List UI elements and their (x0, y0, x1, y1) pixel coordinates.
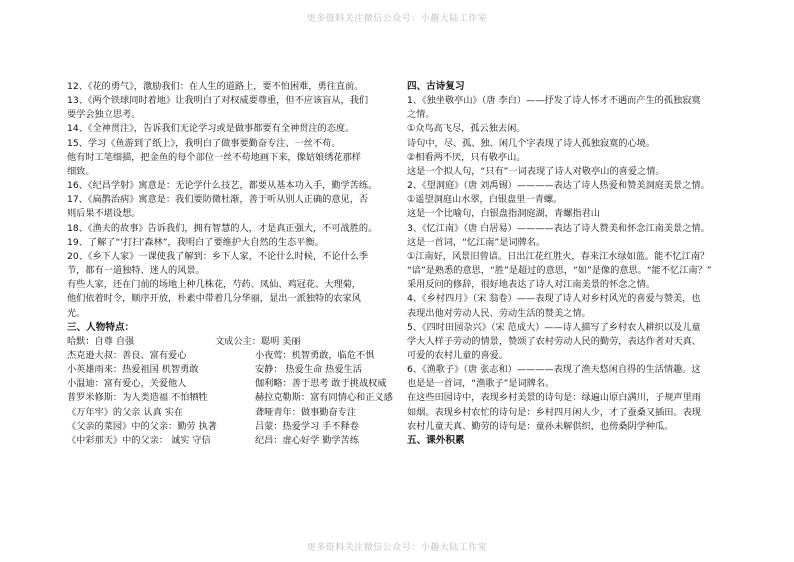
person-trait: 纪昌：虚心好学 勤学苦练 (255, 434, 359, 446)
text-line: 5、《四时田园杂兴》（宋 范成大）——诗人描写了乡村农人耕织以及儿童 (407, 321, 701, 333)
people-row (67, 335, 397, 349)
text-line: ②相看两不厌，只有敬亭山。 (407, 151, 526, 163)
person-trait: 杰克逊大叔：善良、富有爱心 (67, 349, 187, 361)
person-trait: 小夜莺：机智勇敢，临危不惧 (255, 349, 375, 361)
people-row (67, 349, 397, 363)
person-trait: 《中彩那天》中的父亲： 诚实 守信 (67, 434, 211, 446)
text-line: 14、《全神贯注》，告诉我们无论学习或是做事都要有全神贯注的态度。 (67, 123, 355, 135)
text-line: 表现出他对劳动人民、劳动生活的赞美之情。 (407, 307, 591, 319)
text-line: 则后果不堪设想。 (67, 208, 141, 220)
person-trait: 文成公主：聪明 美丽 (215, 335, 301, 347)
text-line: 13、《两个铁球同时着地》让我明白了对权威要尊重，但不应该盲从，我们 (67, 95, 369, 107)
text-line: “谙”是熟悉的意思，“胜”是超过的意思，“如”是像的意思。“能不忆江南？” (407, 265, 712, 277)
people-row (67, 377, 397, 391)
text-line: ①江南好，风景旧曾谙。日出江花红胜火，春来江水绿如蓝。能不忆江南？ (407, 250, 710, 262)
extra-heading: 五、课外积累 (407, 434, 465, 446)
people-row (67, 420, 397, 434)
person-trait: 安静： 热爱生命 热爱生活 (255, 364, 362, 376)
text-line: 在这些田园诗中，表现乡村美景的诗句是：绿遍山原白满川，子规声里雨 (407, 392, 701, 404)
person-trait: 小英雄雨来：热爱祖国 机智勇敢 (67, 364, 199, 376)
person-trait: 《万年牢》的父亲 认真 实在 (67, 406, 184, 418)
lesson-lines (67, 80, 397, 321)
person-trait: 哈默：自尊 自强 (67, 335, 135, 347)
person-trait: 聋哑青年：做事勤奋专注 (255, 406, 357, 418)
watermark-bottom: 更多资料关注微信公众号：小趣大陆工作室 (306, 543, 488, 553)
text-line: 也是是一首词，“渔歌子”是词牌名。 (407, 378, 555, 390)
text-line: 4、《乡村四月》（宋 翁卷）——表现了诗人对乡村风光的喜爱与赞美，也 (407, 293, 701, 305)
text-line: 他有时工笔细描，把金鱼的每个部位一丝不苟地画下来，像姑娘绣花那样 (67, 151, 361, 163)
people-row (67, 363, 397, 377)
text-line: 2、《望洞庭》（唐 刘禹锡）————表达了诗人热爱和赞美洞庭美景之情。 (407, 180, 710, 192)
text-line: ①遥望洞庭山水翠，白银盘里一青螺。 (407, 194, 563, 206)
text-line: 学大人样子劳动的情景，赞颂了农村劳动人民的勤劳，表达作者对天真、 (407, 335, 701, 347)
watermark-top: 更多资料关注微信公众号：小趣大陆工作室 (306, 14, 488, 24)
poetry-heading: 四、古诗复习 (407, 81, 465, 92)
people-row (67, 406, 397, 420)
text-line: 19、了解了“‘打扫’森林”，我明白了要维护大自然的生态平衡。 (67, 236, 324, 248)
people-row (67, 434, 397, 448)
text-line: ①众鸟高飞尽，孤云独去闲。 (407, 123, 526, 135)
text-line: 16、《纪昌学射》寓意是：无论学什么技艺，都要从基本功入手，勤学苦练。 (67, 180, 378, 192)
person-trait: 《父亲的菜园》中的父亲：勤劳 执著 (67, 420, 217, 432)
text-line: 要学会独立思考。 (67, 109, 141, 121)
text-line: 15、学习《鱼游到了纸上》，我明白了做事要勤奋专注、一丝不苟。 (67, 137, 341, 149)
text-line: 12、《花的勇气》，激励我们：在人生的道路上，要不怕困难，勇往直前。 (67, 81, 364, 92)
text-line: 诗句中，尽、孤、独、闲几个字表现了诗人孤独寂寞的心境。 (407, 137, 656, 149)
person-trait: 伽利略：善于思考 敢于挑战权威 (255, 378, 387, 390)
text-line: 他们依着时令，顺序开放，朴素中带着几分华丽，显出一派独特的农家风 (67, 293, 361, 305)
text-line: 采用反问的修辞，很好地表达了诗人对江南美景的怀念之情。 (407, 279, 656, 291)
text-line: 20、《乡下人家》一课使我了解到：乡下人家，不论什么时候，不论什么季 (67, 250, 369, 262)
person-trait: 吕蒙：热爱学习 手不释卷 (255, 420, 359, 432)
people-traits (67, 335, 397, 448)
text-line: 细致。 (67, 165, 95, 177)
person-trait: 小温迪：富有爱心，关爱他人 (67, 378, 187, 390)
people-row (67, 391, 397, 405)
text-line: 3、《忆江南》（唐 白居易）————表达了诗人赞美和怀念江南美景之情。 (407, 222, 710, 234)
text-line: 农村儿童天真、勤劳的诗句是：童孙未解供织，也傍桑阴学种瓜。 (407, 420, 674, 432)
people-heading: 三、人物特点： (67, 321, 135, 333)
text-line: 1、《独坐敬亭山》（唐 李白）——抒发了诗人怀才不遇而产生的孤独寂寞 (407, 95, 701, 107)
poetry-lines (407, 94, 737, 434)
text-line: 这是一个比喻句，白银盘指洞庭湖，青螺指君山 (407, 208, 600, 220)
text-line: 这是一个拟人句，“只有”一词表现了诗人对敬亭山的喜爱之情。 (407, 165, 665, 177)
text-line: 节，都有一道独特、迷人的风景。 (67, 265, 205, 277)
left-column (67, 80, 397, 448)
right-column (407, 80, 737, 448)
text-line: 18、《渔夫的故事》告诉我们，拥有智慧的人，才是真正强大，不可战胜的。 (67, 222, 378, 234)
text-line: 之情。 (407, 109, 435, 121)
text-line: 这是一首词，“忆江南”是词牌名。 (407, 236, 546, 248)
person-trait: 普罗米修斯：为人类造福 不怕牺牲 (67, 392, 208, 404)
text-line: 有些人家，还在门前的场地上种几株花，芍药、凤仙、鸡冠花、大理菊， (67, 279, 361, 291)
text-line: 17、《扁鹊治病》寓意是：我们要防微杜渐，善于听从别人正确的意见，否 (67, 194, 369, 206)
text-line: 可爱的农村儿童的喜爱。 (407, 349, 509, 361)
text-line: 光。 (67, 307, 86, 319)
text-line: 如烟。表现乡村农忙的诗句是：乡村四月闲人少，才了蚕桑又插田。表现 (407, 406, 701, 418)
person-trait: 赫拉克勒斯：富有同情心和正义感 (255, 392, 393, 404)
text-line: 6、《渔歌子》（唐 张志和）————表现了渔夫悠闲自得的生活情趣。这 (407, 364, 701, 376)
